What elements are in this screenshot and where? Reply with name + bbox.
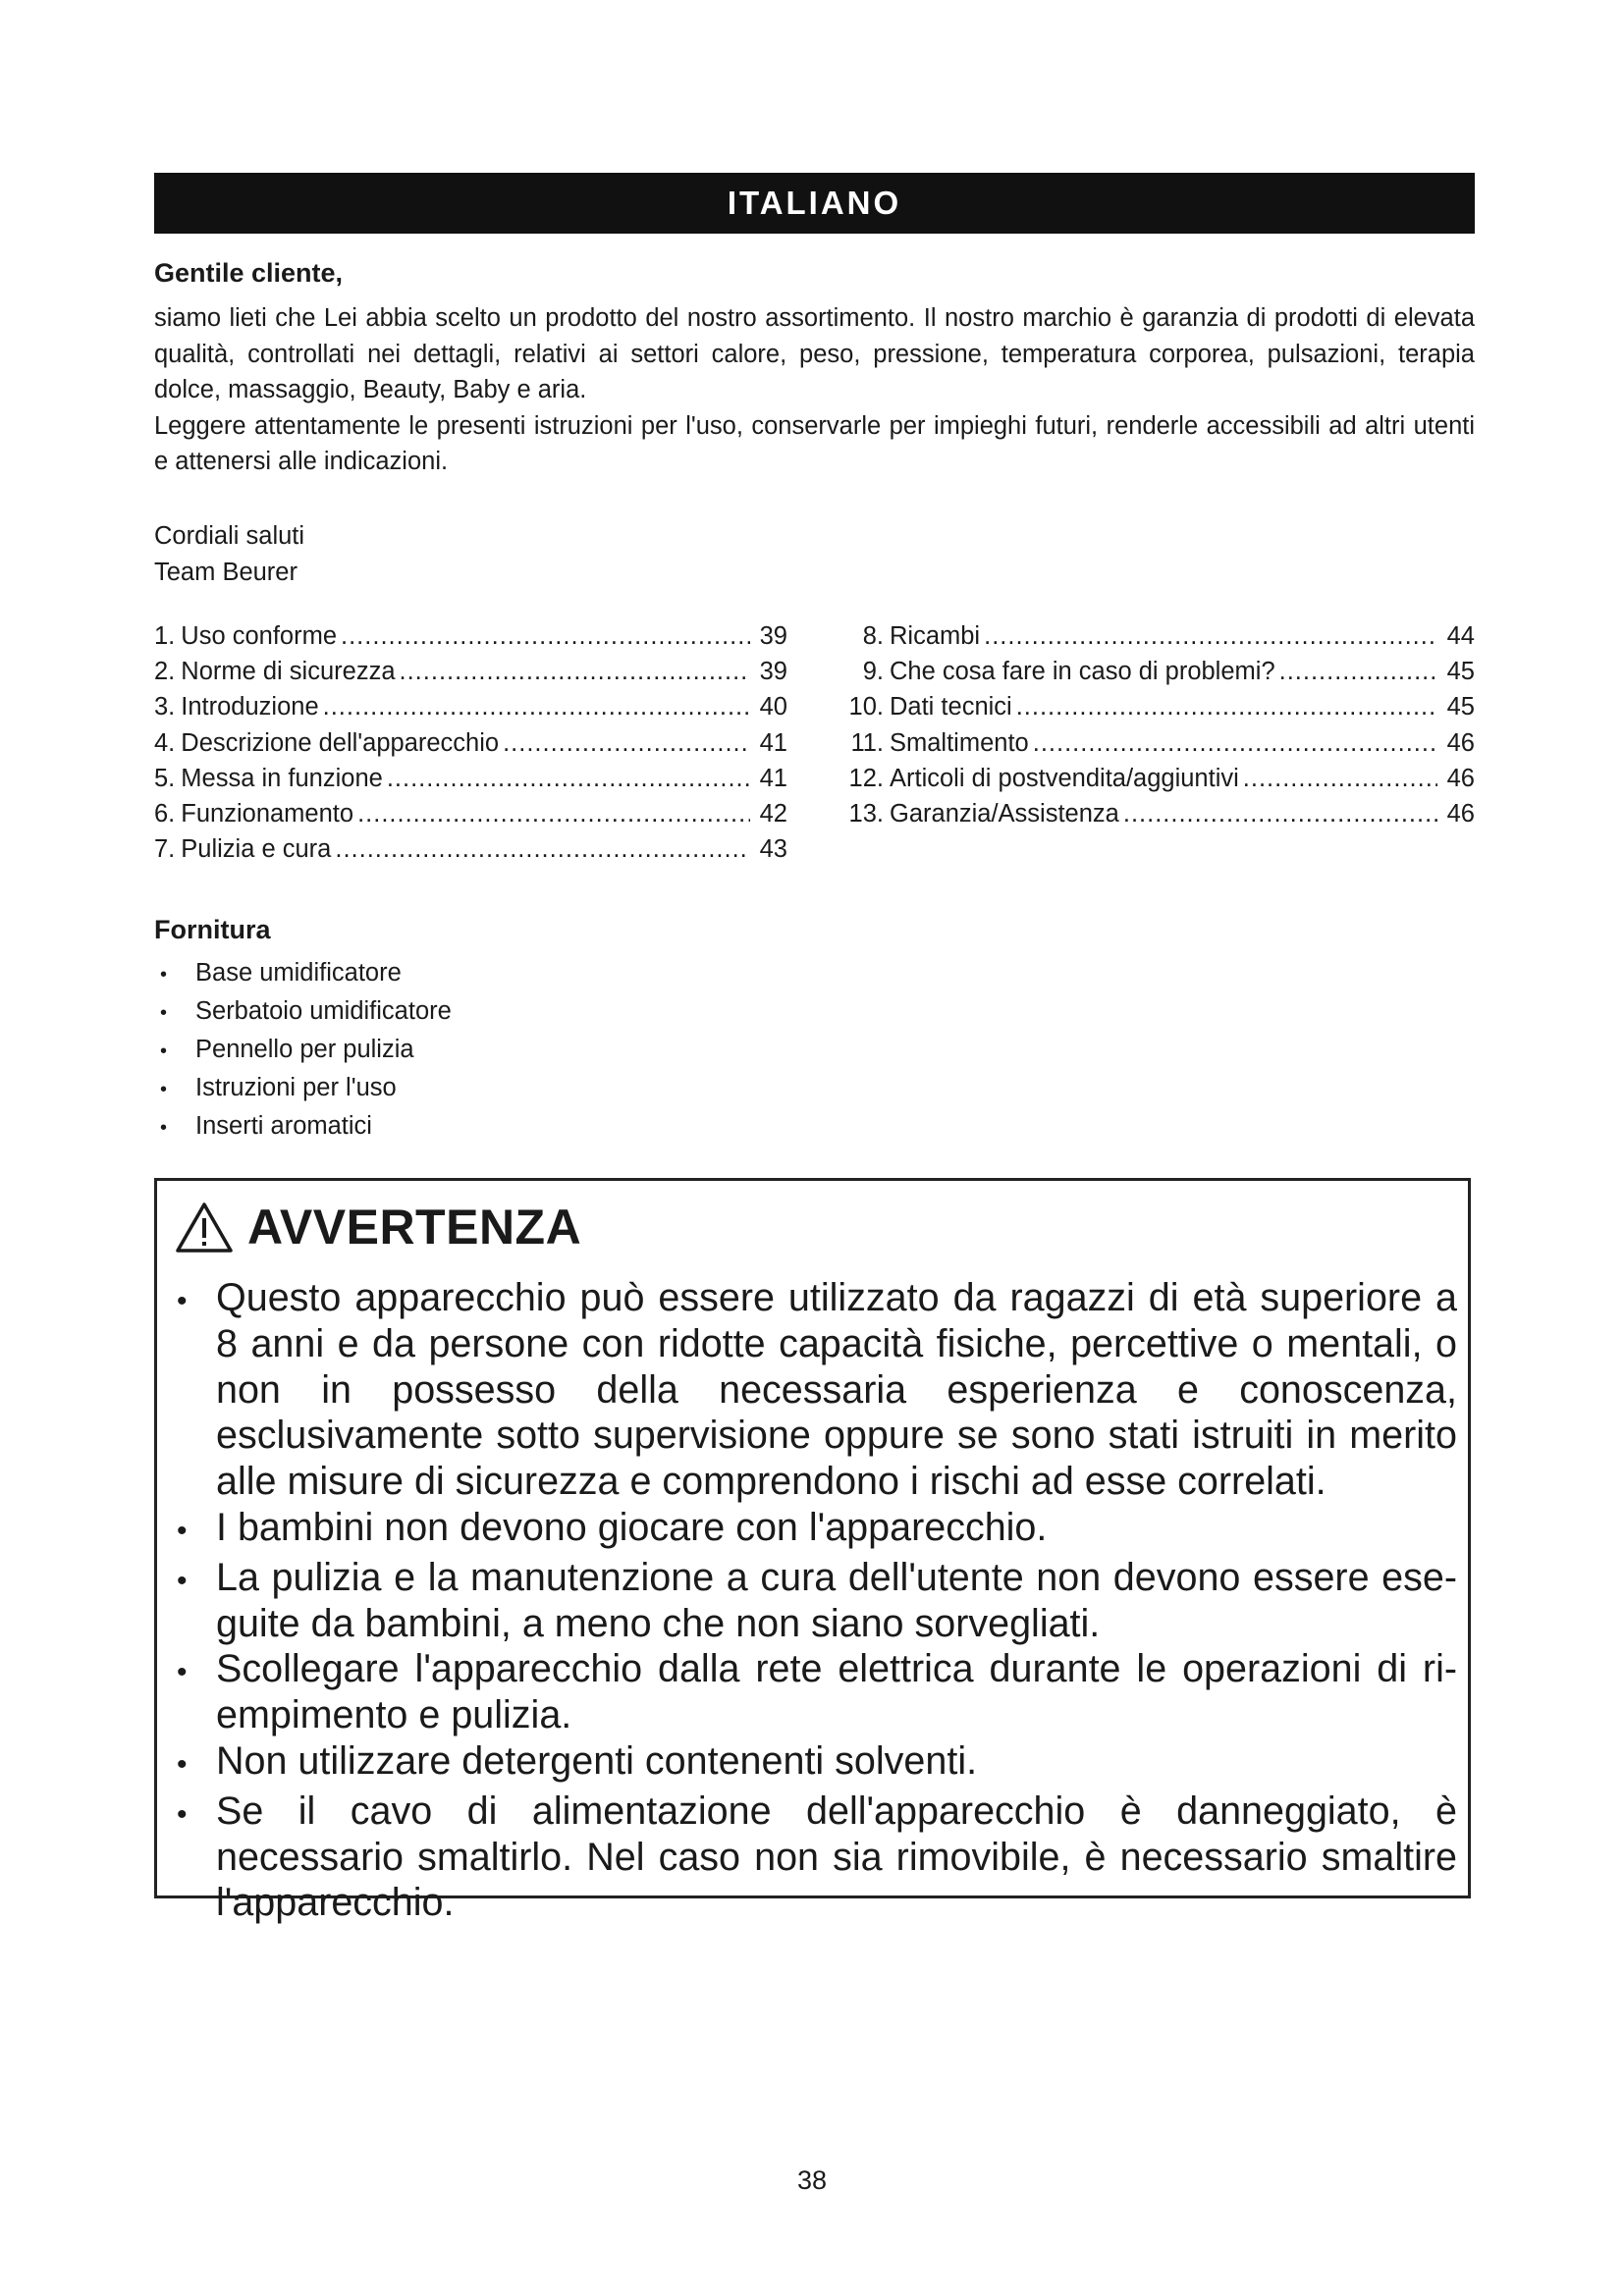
toc-leader: [1123, 796, 1437, 831]
warning-item-text: La pulizia e la manutenzione a cura dell'utente non devono essere ese-guite da bambini, a meno che non siano sorvegliati.: [216, 1555, 1457, 1645]
toc-entry-label: Introduzione: [181, 693, 319, 721]
signoff: [154, 518, 304, 591]
toc-entry-page: 39: [759, 622, 787, 650]
toc-entry-label: Pulizia e cura: [181, 835, 332, 864]
bullet-icon: •: [177, 1514, 188, 1547]
toc-leader: [1016, 689, 1437, 724]
toc-leader: [400, 654, 750, 689]
bullet-icon: •: [177, 1797, 188, 1831]
page-number: 38: [796, 2165, 828, 2195]
toc-entry: [154, 618, 787, 654]
greeting-title: Gentile cliente,: [154, 258, 344, 288]
toc-entry-page: 39: [759, 658, 787, 686]
toc-entry-number: 7.: [154, 835, 176, 864]
toc-entry-number: 10.: [848, 693, 884, 721]
toc-entry: [837, 618, 1475, 654]
toc-entry-number: 13.: [848, 800, 884, 828]
toc-entry-number: 12.: [848, 764, 884, 792]
warning-header: [175, 1199, 581, 1255]
toc-entry-number: 2.: [154, 658, 176, 686]
toc-leader: [503, 725, 750, 761]
toc-leader: [984, 618, 1437, 654]
toc-entry: [837, 725, 1475, 761]
toc-entry-number: 1.: [154, 622, 176, 650]
toc-leader: [357, 796, 750, 831]
warning-item: [171, 1646, 1457, 1738]
supply-item: [154, 955, 452, 993]
warning-item-text: Questo apparecchio può essere utilizzato da ragazzi di età superiore a 8 anni e da persone con ridotte capacità fisiche, percettive o mentali, o non in possesso della necessaria esperienza e conoscenza, esclusivamente sotto supervisione oppure se sono stati istruiti in merito alle misure di sicurezza e comprendono i rischi ad esse correlati.: [216, 1276, 1457, 1504]
toc-entry-page: 42: [759, 800, 787, 828]
supply-item: [154, 993, 452, 1032]
toc-entry: [154, 796, 787, 831]
bullet-icon: •: [160, 964, 168, 986]
toc-entry-page: 41: [759, 728, 787, 757]
toc-entry-page: 46: [1446, 764, 1475, 792]
supply-item: [154, 1108, 452, 1147]
toc-entry: [837, 654, 1475, 689]
bullet-icon: •: [177, 1285, 188, 1317]
toc-entry-number: 3.: [154, 693, 176, 721]
toc-entry: [154, 654, 787, 689]
supply-item: [154, 1070, 452, 1108]
toc-leader: [335, 831, 750, 867]
warning-item: [171, 1275, 1457, 1505]
bullet-icon: •: [160, 1079, 168, 1100]
supply-list: [154, 955, 452, 1147]
toc-entry: [837, 761, 1475, 796]
warning-item-text: Non utilizzare detergenti contenenti solventi.: [216, 1738, 978, 1783]
toc-entry-label: Dati tecnici: [890, 693, 1012, 721]
toc-entry-page: 45: [1446, 658, 1475, 686]
toc-leader: [387, 761, 750, 796]
intro-text: [154, 300, 1475, 480]
bullet-icon: •: [177, 1747, 188, 1781]
supply-title: Fornitura: [154, 915, 271, 944]
toc-leader: [1243, 761, 1437, 796]
toc-entry: [154, 761, 787, 796]
warning-item: [171, 1555, 1457, 1647]
toc-entry: [154, 689, 787, 724]
supply-item-text: Inserti aromatici: [195, 1112, 372, 1140]
toc-entry-number: 9.: [862, 658, 884, 686]
toc-leader: [1279, 654, 1437, 689]
toc-left-column: [154, 618, 787, 867]
warning-item-text: I bambini non devono giocare con l'apparecchio.: [216, 1505, 1048, 1549]
toc-entry-page: 40: [759, 693, 787, 721]
toc-entry-number: 4.: [154, 728, 176, 757]
toc-entry-label: Smaltimento: [890, 728, 1029, 757]
intro-paragraph-1: siamo lieti che Lei abbia scelto un prodotto del nostro assortimento. Il nostro marchio è garanzia di prodotti di elevata qualità, controllati nei dettagli, relativi ai settori calore, peso, pressione, temperatura corporea, pulsazioni, terapia dolce, massaggio, Beauty, Baby e aria.: [154, 304, 1475, 403]
warning-list: [171, 1275, 1457, 1926]
toc-entry: [154, 725, 787, 761]
toc-entry-label: Ricambi: [890, 622, 981, 650]
toc-entry-label: Messa in funzione: [181, 764, 383, 792]
warning-triangle-icon: [175, 1201, 234, 1254]
toc-leader: [1033, 725, 1437, 761]
toc-entry-number: 6.: [154, 800, 176, 828]
toc-entry-page: 44: [1446, 622, 1475, 650]
toc-entry-page: 43: [759, 835, 787, 864]
warning-item: [171, 1789, 1457, 1926]
toc-entry-number: 8.: [862, 622, 884, 650]
supply-item-text: Serbatoio umidificatore: [195, 997, 452, 1025]
supply-item-text: Pennello per pulizia: [195, 1036, 414, 1063]
warning-item: [171, 1738, 1457, 1789]
warning-title: AVVERTENZA: [247, 1200, 582, 1255]
bullet-icon: •: [160, 1117, 168, 1139]
toc-entry: [837, 796, 1475, 831]
toc-entry-page: 45: [1446, 693, 1475, 721]
toc-entry-label: Garanzia/Assistenza: [890, 800, 1119, 828]
intro-paragraph-2: Leggere attentamente le presenti istruzioni per l'uso, conservarle per impieghi futuri, renderle accessibili ad altri utenti e attenersi alle indicazioni.: [154, 411, 1475, 475]
bullet-icon: •: [160, 1002, 168, 1024]
toc-entry-label: Funzionamento: [181, 800, 354, 828]
signoff-line-2: Team Beurer: [154, 559, 298, 586]
toc-right-column: [837, 618, 1475, 831]
toc-entry-label: Che cosa fare in caso di problemi?: [890, 658, 1275, 686]
warning-item-text: Se il cavo di alimentazione dell'apparecchio è danneggiato, è necessario smaltirlo. Nel caso non sia rimovibile, è necessario smaltire l'apparecchio.: [216, 1789, 1457, 1925]
toc-entry: [837, 689, 1475, 724]
toc-entry-label: Norme di sicurezza: [181, 658, 396, 686]
toc-entry: [154, 831, 787, 867]
supply-item: [154, 1032, 452, 1070]
toc-entry-number: 11.: [850, 728, 884, 757]
signoff-line-1: Cordiali saluti: [154, 522, 305, 550]
toc-entry-label: Articoli di postvendita/aggiuntivi: [890, 764, 1239, 792]
toc-leader: [323, 689, 750, 724]
warning-item-text: Scollegare l'apparecchio dalla rete elettrica durante le operazioni di ri-empimento e pulizia.: [216, 1647, 1457, 1737]
toc-entry-label: Descrizione dell'apparecchio: [181, 728, 500, 757]
supply-item-text: Base umidificatore: [195, 959, 402, 987]
bullet-icon: •: [177, 1564, 188, 1597]
toc-entry-page: 46: [1446, 728, 1475, 757]
warning-item: [171, 1505, 1457, 1555]
bullet-icon: •: [177, 1656, 188, 1689]
bullet-icon: •: [160, 1041, 168, 1062]
toc-entry-page: 41: [759, 764, 787, 792]
language-header: [154, 173, 1475, 234]
toc-entry-number: 5.: [154, 764, 176, 792]
warning-box: [154, 1178, 1471, 1925]
language-title: ITALIANO: [727, 185, 902, 221]
toc-entry-page: 46: [1446, 800, 1475, 828]
toc-leader: [341, 618, 750, 654]
supply-item-text: Istruzioni per l'uso: [195, 1074, 397, 1101]
toc-entry-label: Uso conforme: [181, 622, 338, 650]
